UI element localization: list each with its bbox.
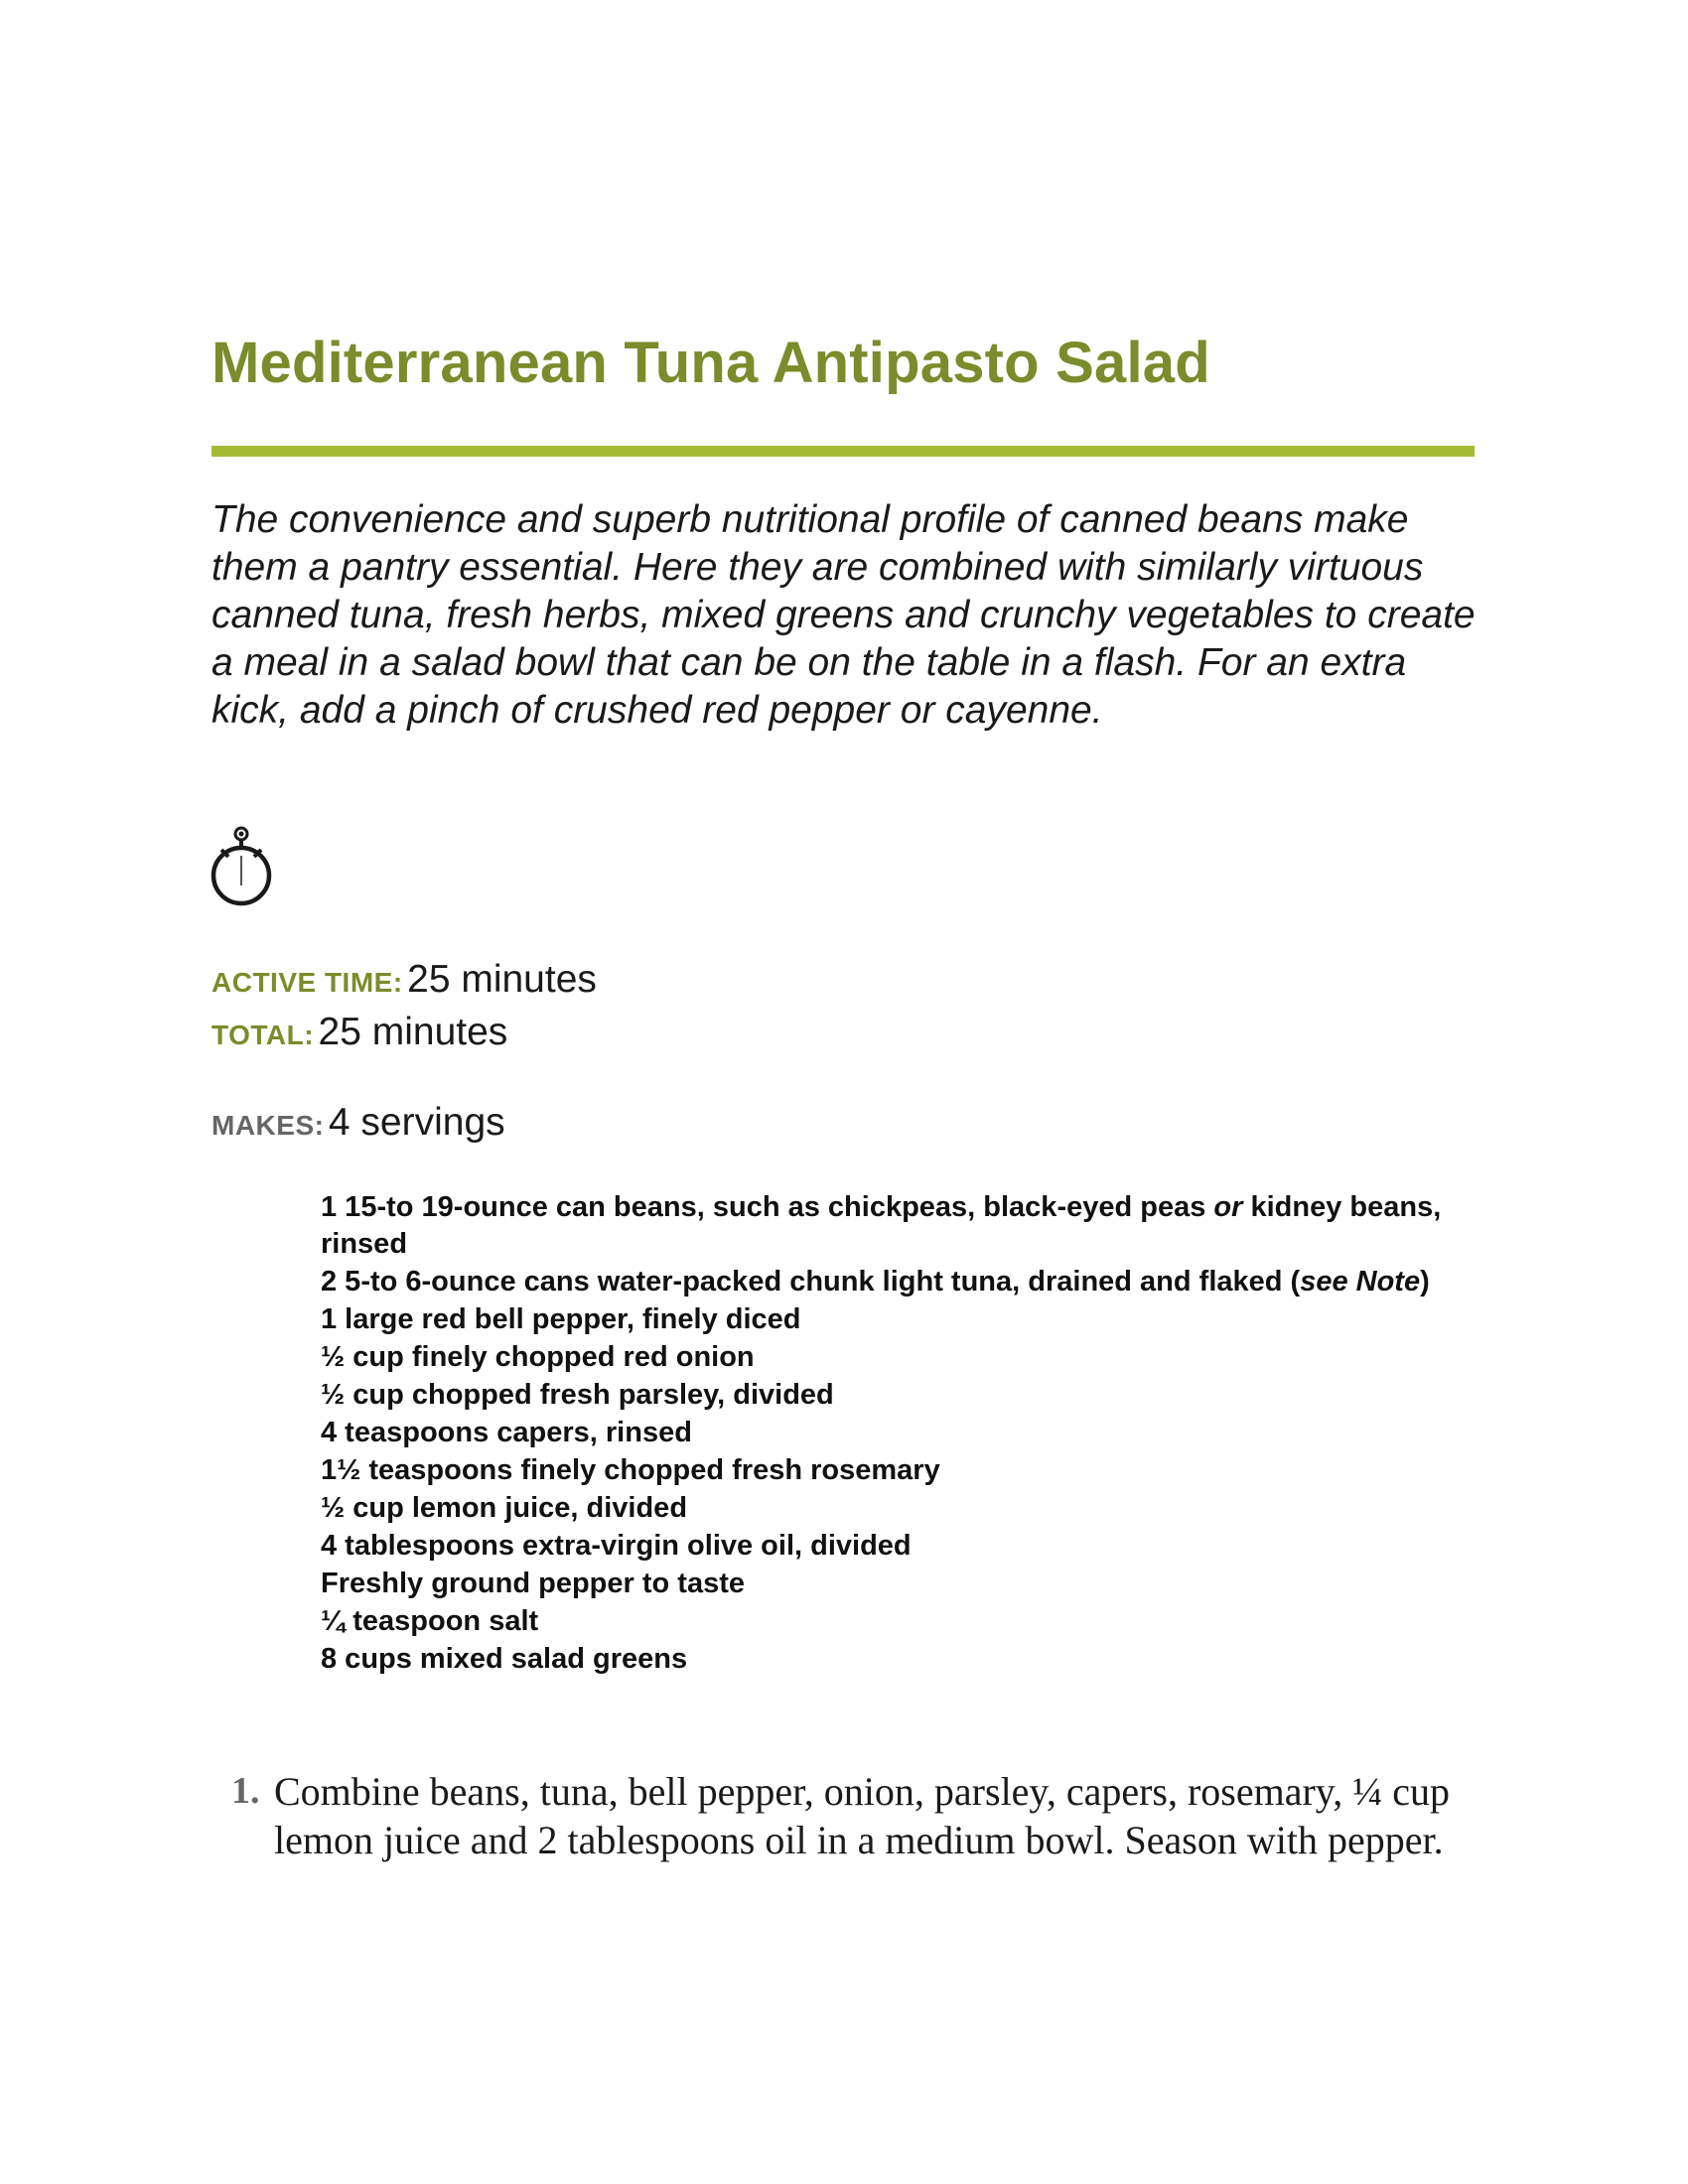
active-time-label: ACTIVE TIME: xyxy=(211,967,403,998)
ingredient-item xyxy=(321,1189,1463,1263)
ingredient-text: kidney beans, rinsed xyxy=(321,1191,1442,1260)
ingredient-item xyxy=(321,1528,1463,1565)
total-time-row xyxy=(211,1011,507,1054)
ingredient-text: Freshly ground pepper to taste xyxy=(321,1568,745,1599)
ingredient-text: 1½ teaspoons finely chopped fresh rosemary xyxy=(321,1454,940,1486)
step-text: Combine beans, tuna, bell pepper, onion, parsley, capers, rosemary, ¼ cup lemon juice and 2 tablespoons oil in a medium bowl. Season with pepper. xyxy=(274,1769,1450,1862)
active-time-row xyxy=(211,958,597,1002)
servings-label: MAKES: xyxy=(211,1110,325,1141)
ingredient-text: ) xyxy=(1420,1266,1430,1297)
total-time-label: TOTAL: xyxy=(211,1020,315,1050)
ingredient-list xyxy=(321,1189,1463,1679)
ingredient-italic-text: see Note xyxy=(1300,1266,1421,1297)
ingredient-italic-text: or xyxy=(1213,1191,1243,1223)
active-time-value: 25 minutes xyxy=(407,958,597,1001)
ingredient-text: 2 5-to 6-ounce cans water-packed chunk light tuna, drained and flaked ( xyxy=(321,1266,1301,1297)
ingredient-item xyxy=(321,1377,1463,1414)
ingredient-text: ½ cup chopped fresh parsley, divided xyxy=(321,1379,834,1411)
recipe-intro: The convenience and superb nutritional profile of canned beans make them a pantry essential. Here they are combined with similarly virtuous canned tuna, fresh herbs, mixed greens and crunchy vegetables to create a meal in a salad bowl that can be on the table in a flash. For an extra kick, add a pinch of crushed red pepper or cayenne. xyxy=(211,498,1476,732)
recipe-title: Mediterranean Tuna Antipasto Salad xyxy=(211,331,1210,395)
ingredient-text: 1 15-to 19-ounce can beans, such as chickpeas, black-eyed peas xyxy=(321,1191,1214,1223)
servings-row xyxy=(211,1101,505,1145)
total-time-value: 25 minutes xyxy=(318,1011,508,1053)
ingredient-text: 8 cups mixed salad greens xyxy=(321,1643,688,1675)
ingredient-item xyxy=(321,1452,1463,1489)
ingredient-item xyxy=(321,1641,1463,1678)
ingredient-text: ½ cup lemon juice, divided xyxy=(321,1492,688,1524)
ingredient-text: 4 teaspoons capers, rinsed xyxy=(321,1417,692,1448)
title-divider xyxy=(211,446,1475,457)
ingredient-item xyxy=(321,1490,1463,1527)
ingredient-text: 4 tablespoons extra-virgin olive oil, divided xyxy=(321,1530,912,1562)
ingredient-item xyxy=(321,1301,1463,1338)
stopwatch-icon xyxy=(209,826,278,909)
step-number: 1. xyxy=(231,1770,260,1812)
ingredient-item xyxy=(321,1566,1463,1602)
servings-value: 4 servings xyxy=(328,1101,505,1144)
ingredient-text: ½ cup finely chopped red onion xyxy=(321,1341,755,1373)
ingredient-item xyxy=(321,1339,1463,1376)
ingredient-item xyxy=(321,1415,1463,1451)
ingredient-text: ¼ teaspoon salt xyxy=(321,1605,539,1637)
ingredient-item xyxy=(321,1264,1463,1300)
ingredient-item xyxy=(321,1603,1463,1640)
ingredient-text: 1 large red bell pepper, finely diced xyxy=(321,1303,801,1335)
